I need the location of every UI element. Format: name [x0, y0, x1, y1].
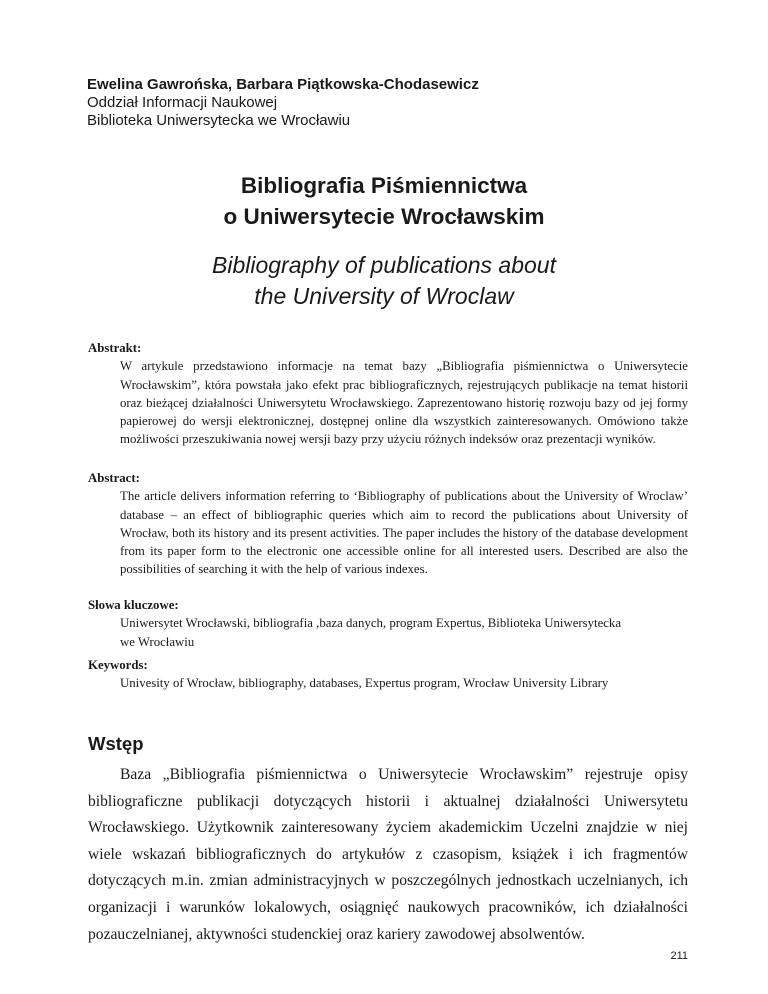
slowa-kluczowe-block: [88, 596, 688, 651]
page-number: 211: [670, 950, 688, 962]
article-title-line-2: o Uniwersytecie Wrocławskim: [223, 204, 545, 229]
keywords-block: [88, 656, 688, 693]
keywords-label: Keywords:: [88, 658, 148, 672]
keywords-text: Univesity of Wrocław, bibliography, databases, Expertus program, Wrocław University Library: [120, 676, 609, 691]
body-paragraph: Baza „Bibliografia piśmiennictwa o Uniwersytecie Wrocławskim” rejestruje opisy bibliograficzne publikacji dotyczących historii i aktualnej działalności Uniwersytetu Wrocławskiego. Użytkownik zainteresowany życiem akademickim Uczelni znajdzie w niej wiele wskazań bibliograficznych do artykułów z czasopism, książek i ich fragmentów dotyczących m.in. zmian administracyjnych w poszczególnych jednostkach uczelnianych, ich organizacji i warunków lokalowych, osiągnięć naukowych pracowników, ich działalności pozauczelnianej, aktywności studenckiej oraz kariery zawodowej absolwentów.: [88, 766, 688, 943]
abstract-block: [88, 469, 688, 579]
abstrakt-text: W artykule przedstawiono informacje na temat bazy „Bibliografia piśmiennictwa o Uniwersytecie Wrocławskim”, która powstała jako efekt prac bibliograficznych, rejestrujących publikacje na temat historii oraz bieżącej działalności Uniwersytetu Wrocławskiego. Zaprezentowano historię rozwoju bazy od jej formy papierowej do wersji elektronicznej, dostępnej online dla wszystkich zainteresowanych. Omówiono także możliwości przeszukiwania nowej wersji bazy przy użyciu różnych indeksów oraz prezentacji wyników.: [120, 359, 688, 447]
section-heading: Wstęp: [88, 733, 144, 754]
article-title-english-line-1: Bibliography of publications about: [212, 252, 556, 278]
abstract-text: The article delivers information referring to ‘Bibliography of publications about the University of Wroclaw’ database – an effect of bibliographic queries which aim to record the publications about University of Wrocław, both its history and its present activities. The paper includes the history of the database development from its paper form to the electronic one accessible online for all interested users. Described are also the possibilities of searching it with the help of various indexes.: [120, 489, 688, 577]
article-title: [84, 170, 684, 232]
author-institution: Biblioteka Uniwersytecka we Wrocławiu: [87, 112, 351, 129]
article-title-english: [84, 250, 684, 312]
author-block: [87, 76, 687, 130]
abstrakt-block: [88, 339, 688, 449]
slowa-kluczowe-line-1: Uniwersytet Wrocławski, bibliografia ,baza danych, program Expertus, Biblioteka Uniwersytecka: [120, 616, 622, 631]
slowa-kluczowe-label: Słowa kluczowe:: [88, 598, 179, 612]
article-title-line-1: Bibliografia Piśmiennictwa: [240, 173, 528, 198]
author-names: Ewelina Gawrońska, Barbara Piątkowska-Chodasewicz: [87, 76, 479, 93]
abstrakt-label: Abstrakt:: [88, 341, 142, 355]
author-department: Oddział Informacji Naukowej: [87, 94, 278, 111]
slowa-kluczowe-line-2: we Wrocławiu: [120, 634, 195, 649]
article-title-english-line-2: the University of Wroclaw: [254, 283, 514, 309]
abstract-label: Abstract:: [88, 471, 140, 485]
